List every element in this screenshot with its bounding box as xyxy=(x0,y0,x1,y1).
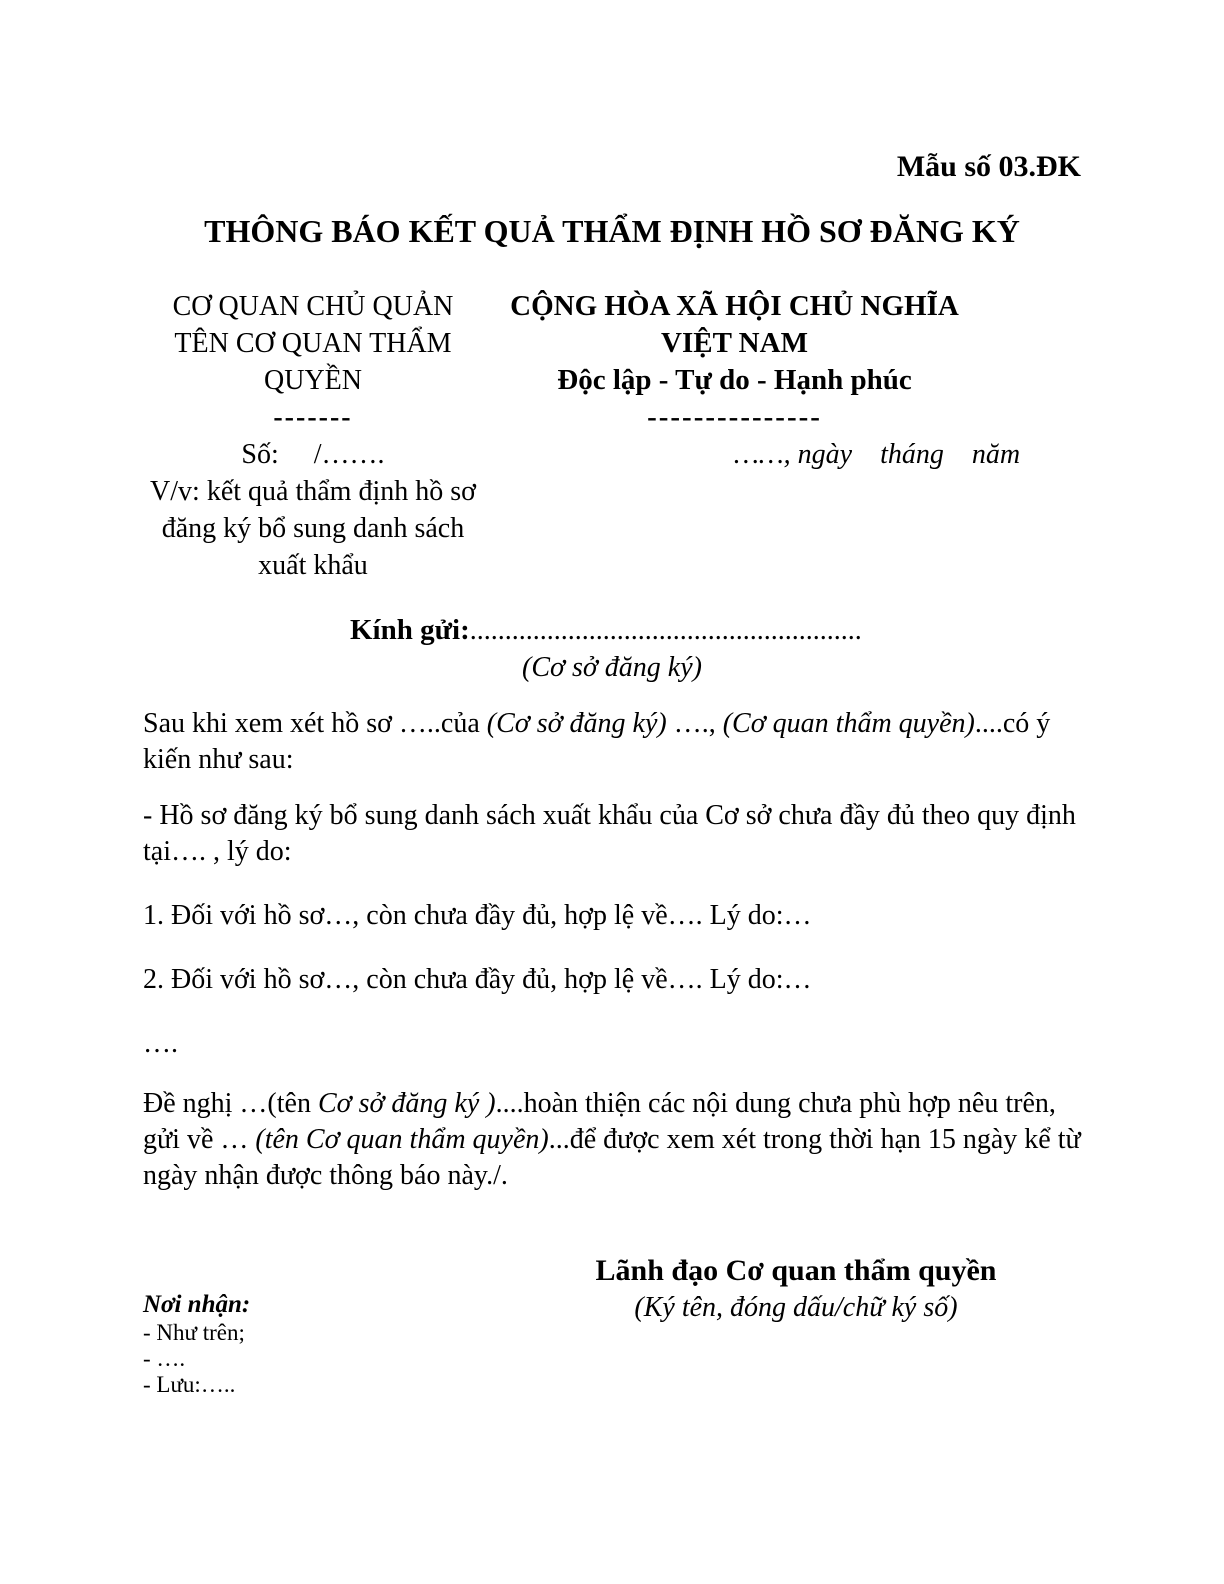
recipient-item: - …. xyxy=(143,1346,186,1371)
signature-block xyxy=(561,1252,1031,1326)
intro-italic-2: (Cơ quan thẩm quyền) xyxy=(722,708,975,739)
issuing-authority-block xyxy=(143,288,483,436)
document-header xyxy=(143,288,1081,436)
left-divider-dashes: ------- xyxy=(273,402,353,433)
ellipsis-line: …. xyxy=(143,1028,178,1059)
intro-text-2: …., xyxy=(666,708,723,739)
motto-line: Độc lập - Tự do - Hạnh phúc xyxy=(557,364,912,396)
recipients-label: Nơi nhận: xyxy=(143,1291,251,1318)
salutation-dotted-line: ........................................................ xyxy=(469,615,862,646)
number-date-row xyxy=(143,436,1081,584)
subject-line: V/v: kết quả thẩm định hồ sơ đăng ký bổ sung danh sách xuất khẩu xyxy=(150,476,476,581)
managing-agency-line: CƠ QUAN CHỦ QUẢN xyxy=(172,291,454,322)
intro-text-3: ....có ý kiến như sau: xyxy=(143,708,1051,775)
request-paragraph xyxy=(143,1086,1081,1194)
signature-section xyxy=(143,1252,1081,1398)
request-italic-2: (tên Cơ quan thẩm quyền) xyxy=(255,1124,549,1155)
authority-name-line: TÊN CƠ QUAN THẨM QUYỀN xyxy=(174,328,452,396)
request-italic-1: Cơ sở đăng ký ) xyxy=(317,1088,496,1119)
right-divider-dashes: --------------- xyxy=(647,401,822,433)
national-motto-block xyxy=(483,288,1081,436)
salutation-label: Kính gửi: xyxy=(350,614,470,646)
salutation-line xyxy=(143,612,1081,649)
national-title-line: CỘNG HÒA XÃ HỘI CHỦ NGHĨA VIỆT NAM xyxy=(510,290,959,359)
signature-note: (Ký tên, đóng dấu/chữ ký số) xyxy=(634,1292,958,1323)
request-text-2: ....hoàn thiện các nội dung chưa phù hợp nêu trên, gửi về … xyxy=(143,1088,1056,1155)
request-text-1: Đề nghị …(tên xyxy=(143,1088,318,1119)
incomplete-dossier-paragraph: - Hồ sơ đăng ký bổ sung danh sách xuất khẩu của Cơ sở chưa đầy đủ theo quy định tại…. , lý do: xyxy=(143,800,1076,867)
date-line: ……, ngày tháng năm xyxy=(733,439,1021,470)
recipient-item: - Như trên; xyxy=(143,1320,245,1345)
intro-italic-1: (Cơ sở đăng ký) xyxy=(486,708,667,739)
finding-item-2: 2. Đối với hồ sơ…, còn chưa đầy đủ, hợp lệ về…. Lý do:… xyxy=(143,964,812,995)
finding-item-1: 1. Đối với hồ sơ…, còn chưa đầy đủ, hợp lệ về…. Lý do:… xyxy=(143,900,812,931)
document-title: THÔNG BÁO KẾT QUẢ THẨM ĐỊNH HỒ SƠ ĐĂNG KÝ xyxy=(204,213,1020,249)
form-number: Mẫu số 03.ĐK xyxy=(896,150,1081,183)
intro-text-1: Sau khi xem xét hồ sơ …..của xyxy=(143,708,487,739)
salutation-note: (Cơ sở đăng ký) xyxy=(522,652,702,683)
recipients-block xyxy=(143,1290,561,1398)
document-body xyxy=(143,706,1081,1194)
request-text-3: ...để được xem xét trong thời hạn 15 ngày kể từ ngày nhận được thông báo này./. xyxy=(143,1124,1081,1191)
recipient-item: - Lưu:….. xyxy=(143,1372,236,1397)
intro-paragraph xyxy=(143,706,1081,778)
document-number-block xyxy=(143,436,483,584)
document-number-line: Số: /……. xyxy=(241,439,385,470)
signature-title: Lãnh đạo Cơ quan thẩm quyền xyxy=(595,1254,997,1287)
